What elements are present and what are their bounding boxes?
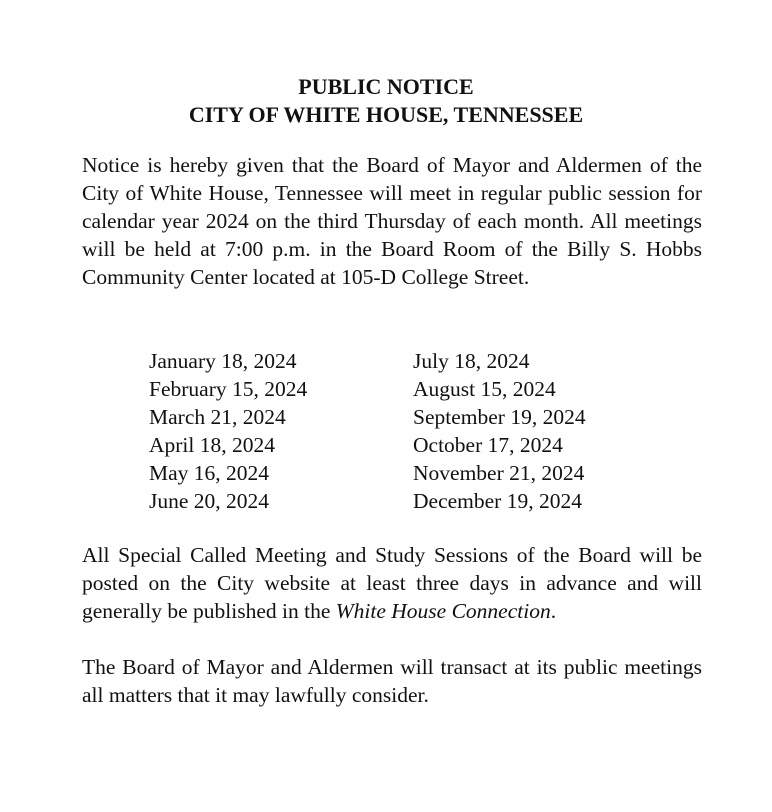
intro-paragraph: Notice is hereby given that the Board of Mayor and Aldermen of the City of White House, Tennessee will meet in regular public session for calendar year 2024 on the third Thursday of each month. All meetings will be held at 7:00 p.m. in the Board Room of the Billy S. Hobbs Community Center located at 105-D College Street. <box>82 153 702 289</box>
meeting-date: April 18, 2024 <box>149 433 276 457</box>
notice-subtitle: CITY OF WHITE HOUSE, TENNESSEE <box>188 102 584 127</box>
meeting-date: October 17, 2024 <box>413 433 563 457</box>
closing-paragraph: The Board of Mayor and Aldermen will transact at its public meetings all matters that it may lawfully consider. <box>82 655 702 707</box>
meeting-date: July 18, 2024 <box>413 349 530 373</box>
special-sessions-text: All Special Called Meeting and Study Sessions of the Board will be posted on the City website at least three days in advance and will generally be published in the <box>82 543 702 623</box>
meeting-date: September 19, 2024 <box>413 405 586 429</box>
notice-title: PUBLIC NOTICE <box>298 74 474 99</box>
meeting-date: August 15, 2024 <box>413 377 556 401</box>
meeting-dates-left-column <box>149 347 307 515</box>
meeting-date: November 21, 2024 <box>413 461 585 485</box>
meeting-date: February 15, 2024 <box>149 377 308 401</box>
meeting-date: December 19, 2024 <box>413 489 582 513</box>
meeting-date: March 21, 2024 <box>149 405 286 429</box>
special-sessions-paragraph <box>82 541 702 625</box>
meeting-date: January 18, 2024 <box>149 349 297 373</box>
meeting-date: May 16, 2024 <box>149 461 270 485</box>
meeting-date: June 20, 2024 <box>149 489 270 513</box>
meeting-dates-right-column <box>413 347 586 515</box>
special-sessions-end: . <box>550 599 557 623</box>
publication-name: White House Connection <box>335 599 551 623</box>
